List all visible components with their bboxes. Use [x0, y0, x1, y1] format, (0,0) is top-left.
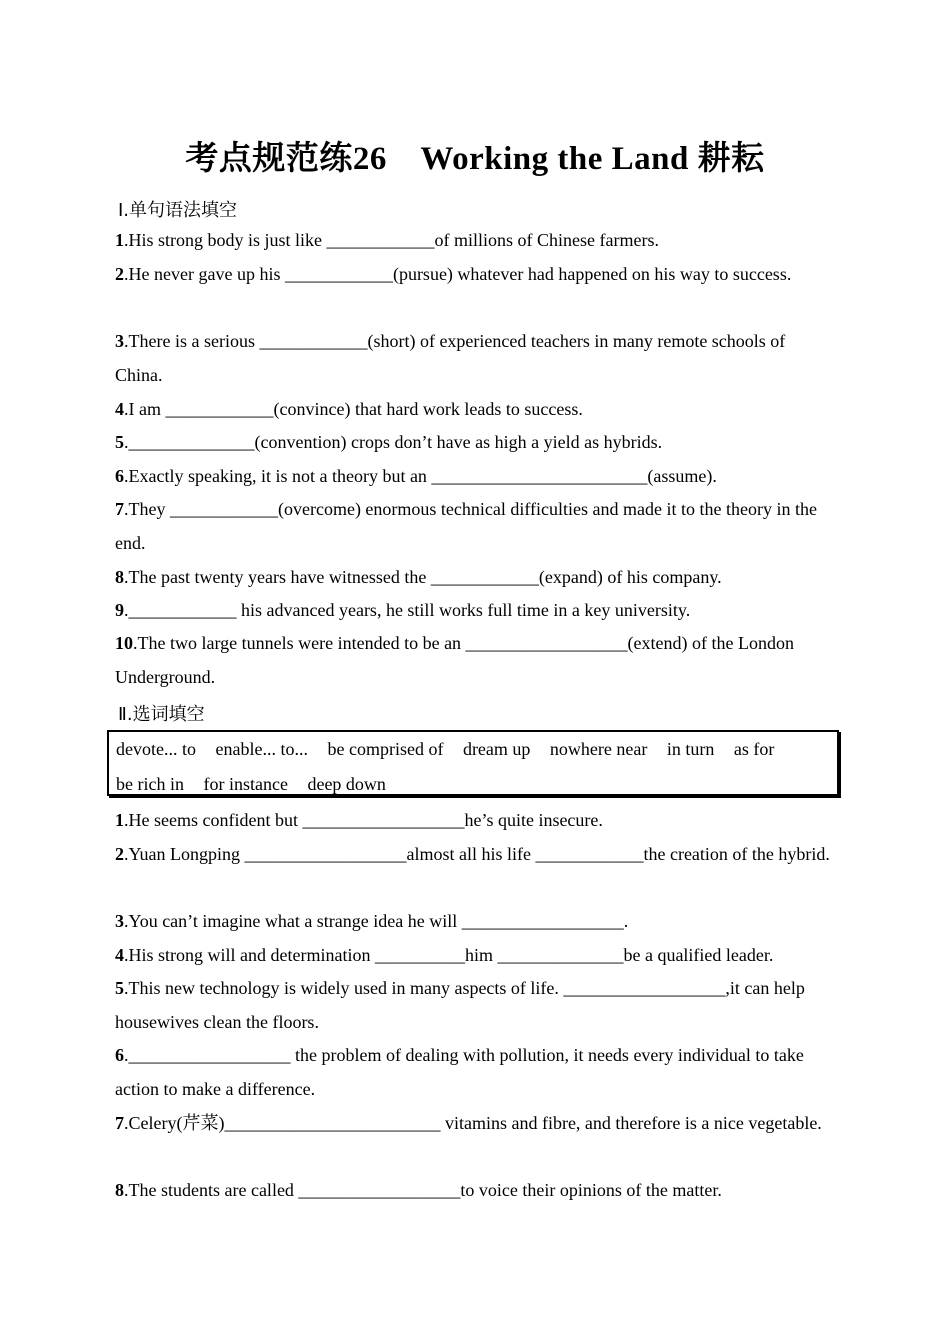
- question-text: .__________________ the problem of dealing with pollution, it needs every individual to take action to make a difference.: [115, 1045, 804, 1099]
- question-text: .His strong body is just like ____________of millions of Chinese farmers.: [124, 230, 659, 250]
- page-title: 考点规范练26 Working the Land 耕耘: [185, 141, 765, 177]
- s2-question-3: [115, 904, 837, 938]
- question-text: .He seems confident but __________________he’s quite insecure.: [124, 810, 603, 830]
- question-text: .I am ____________(convince) that hard work leads to success.: [124, 399, 583, 419]
- question-number: 7: [115, 499, 124, 519]
- s2-question-4: [115, 938, 837, 972]
- word-bank-item: be comprised of: [327, 739, 444, 759]
- s1-question-2: [115, 257, 837, 291]
- question-text: .He never gave up his ____________(pursue) whatever had happened on his way to success.: [124, 264, 792, 284]
- question-number: 1: [115, 230, 124, 250]
- question-number: 4: [115, 399, 124, 419]
- s1-question-6: [115, 459, 837, 493]
- question-text: .The past twenty years have witnessed the ____________(expand) of his company.: [124, 567, 722, 587]
- question-number: 7: [115, 1113, 124, 1133]
- question-text: .You can’t imagine what a strange idea he will __________________.: [124, 911, 629, 931]
- word-bank-item: nowhere near: [549, 739, 648, 759]
- question-number: 4: [115, 945, 124, 965]
- s2-question-7: [115, 1106, 837, 1140]
- s2-question-1: [115, 803, 837, 837]
- question-text: .______________(convention) crops don’t have as high a yield as hybrids.: [124, 432, 663, 452]
- question-number: 2: [115, 844, 124, 864]
- s1-question-9: [115, 593, 837, 627]
- question-number: 3: [115, 911, 124, 931]
- question-text: .____________ his advanced years, he still works full time in a key university.: [124, 600, 691, 620]
- question-text: .Celery(芹菜)________________________ vitamins and fibre, and therefore is a nice vegetable.: [124, 1113, 822, 1133]
- s1-question-1: [115, 223, 837, 257]
- s1-question-5: [115, 425, 837, 459]
- word-bank-item: enable... to...: [215, 739, 308, 759]
- word-bank-item: in turn: [666, 739, 715, 759]
- question-number: 9: [115, 600, 124, 620]
- question-text: .There is a serious ____________(short) of experienced teachers in many remote schools of China.: [115, 331, 786, 385]
- question-number: 2: [115, 264, 124, 284]
- question-number: 3: [115, 331, 124, 351]
- question-number: 8: [115, 567, 124, 587]
- s2-question-2: [115, 837, 837, 871]
- question-text: .They ____________(overcome) enormous technical difficulties and made it to the theory in the end.: [115, 499, 817, 553]
- word-bank-item: dream up: [462, 739, 531, 759]
- question-text: .Yuan Longping __________________almost all his life ____________the creation of the hybrid.: [124, 844, 830, 864]
- question-number: 6: [115, 1045, 124, 1065]
- question-number: 6: [115, 466, 124, 486]
- question-text: .The two large tunnels were intended to be an __________________(extend) of the London Underground.: [115, 633, 795, 687]
- word-bank-item: for instance: [203, 774, 288, 794]
- question-number: 8: [115, 1180, 124, 1200]
- section1-heading: Ⅰ.单句语法填空: [118, 200, 238, 221]
- word-bank-box: [107, 730, 839, 796]
- s1-question-3: [115, 324, 837, 392]
- question-number: 5: [115, 432, 124, 452]
- word-bank-item: as for: [733, 739, 775, 759]
- question-text: .The students are called __________________to voice their opinions of the matter.: [124, 1180, 722, 1200]
- s2-question-6: [115, 1038, 837, 1106]
- s2-question-5: [115, 971, 837, 1039]
- question-number: 10: [115, 633, 133, 653]
- s1-question-4: [115, 392, 837, 426]
- s1-question-10: [115, 626, 837, 694]
- s1-question-7: [115, 492, 837, 560]
- word-bank-item: deep down: [307, 774, 386, 794]
- question-text: .This new technology is widely used in many aspects of life. __________________,it can help housewives clean the floors.: [115, 978, 805, 1032]
- s2-question-8: [115, 1173, 837, 1207]
- section2-heading: Ⅱ.选词填空: [118, 704, 205, 725]
- question-number: 5: [115, 978, 124, 998]
- question-text: .Exactly speaking, it is not a theory but an ________________________(assume).: [124, 466, 717, 486]
- word-bank-item: be rich in: [116, 774, 184, 794]
- question-number: 1: [115, 810, 124, 830]
- word-bank-item: devote... to: [116, 739, 196, 759]
- question-text: .His strong will and determination __________him ______________be a qualified leader.: [124, 945, 774, 965]
- s1-question-8: [115, 560, 837, 594]
